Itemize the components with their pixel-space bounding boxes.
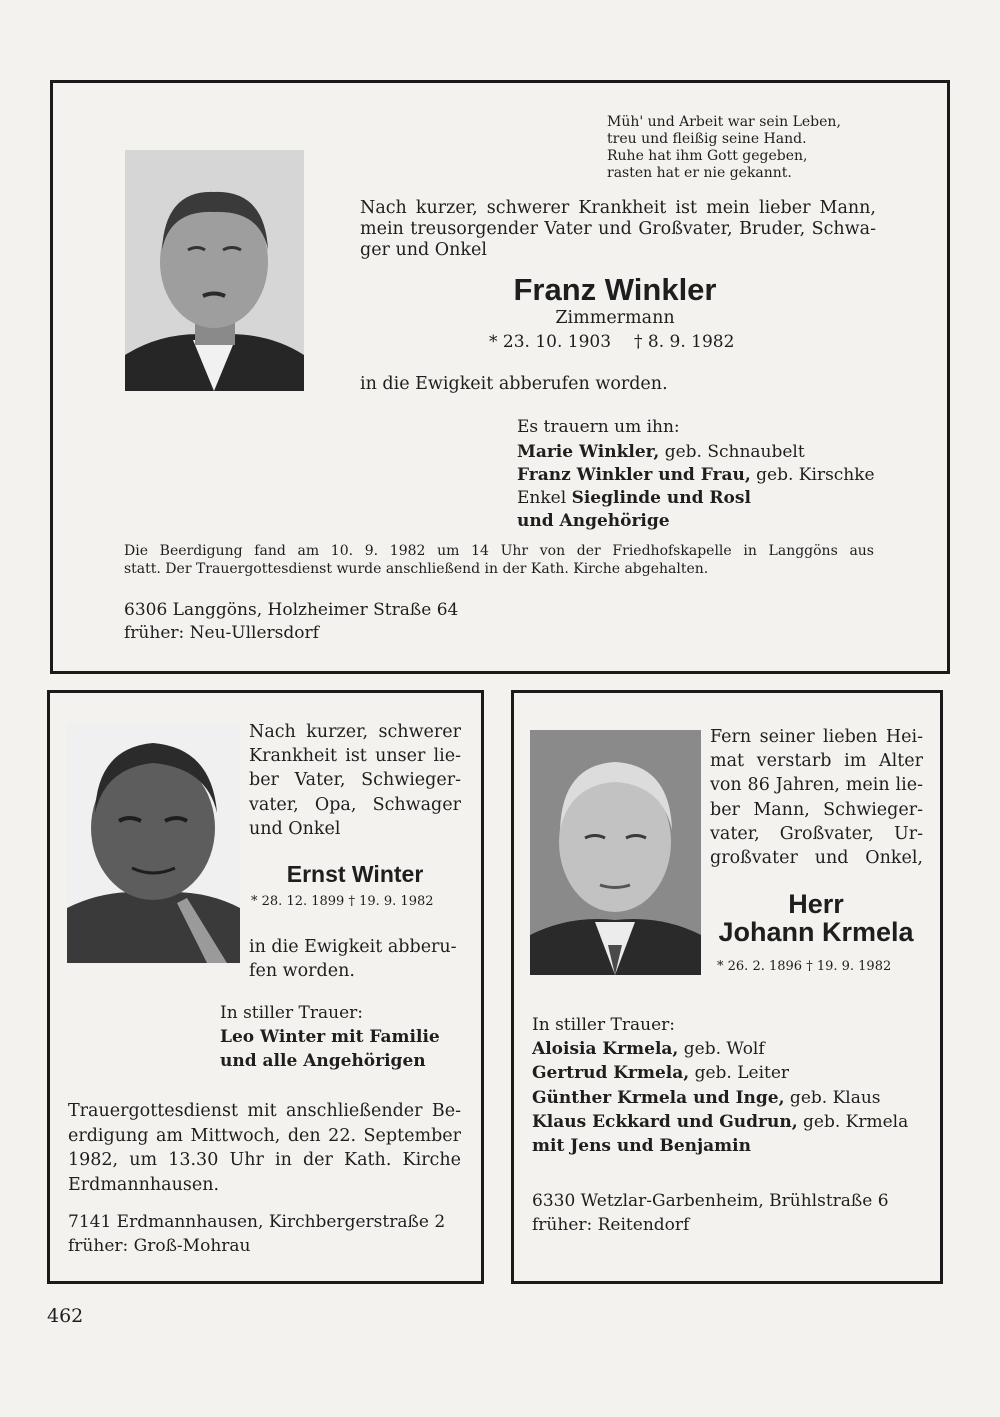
list-item: Marie Winkler, geb. Schnaubelt (517, 442, 805, 462)
deceased-name: Franz Winkler (513, 272, 717, 307)
deceased-name: Johann Krmela (718, 917, 914, 947)
address: 6306 Langgöns, Holzheimer Straße 64 früher: Neu-Ullersdorf (124, 600, 459, 643)
list-item: Günther Krmela und Inge, geb. Klaus (532, 1087, 881, 1108)
portrait-photo-johann-krmela (530, 730, 701, 975)
list-item: Aloisia Krmela, geb. Wolf (532, 1039, 765, 1060)
intro-text: Nach kurzer, schwerer Krankheit ist unser lie- ber Vater, Schwieger- vater, Opa, Schwager und Onkel (249, 722, 461, 839)
list-item: und Angehörige (517, 511, 670, 531)
mourners-block (220, 1001, 440, 1073)
death-date: † 8. 9. 1982 (634, 332, 735, 352)
address: 7141 Erdmannhausen, Kirchbergerstraße 2 früher: Groß-Mohrau (68, 1212, 446, 1256)
outro-text: in die Ewigkeit abberu- fen worden. (249, 937, 457, 981)
outro-text: in die Ewigkeit abberufen worden. (360, 374, 668, 394)
life-dates: * 26. 2. 1896 † 19. 9. 1982 (717, 959, 892, 974)
list-item: Klaus Eckkard und Gudrun, geb. Krmela (532, 1111, 909, 1132)
life-dates: * 28. 12. 1899 † 19. 9. 1982 (251, 894, 434, 909)
address: 6330 Wetzlar-Garbenheim, Brühlstraße 6 früher: Reitendorf (532, 1191, 889, 1235)
mourners-heading: In stiller Trauer: (220, 1003, 363, 1023)
intro-text: Fern seiner lieben Hei- mat verstarb im Alter von 86 Jahren, mein lie- ber Mann, Schwieger- vater, Großvater, Ur- großvater und Onkel, (710, 727, 923, 869)
portrait-johann-krmela-icon (530, 730, 701, 975)
page-number: 462 (47, 1305, 84, 1327)
list-item: Franz Winkler und Frau, geb. Kirschke (517, 465, 875, 485)
list-item: und alle Angehörigen (220, 1051, 426, 1071)
honorific: Herr (788, 889, 844, 919)
intro-text: Nach kurzer, schwerer Krankheit ist mein lieber Mann, mein treusorgender Vater und Großvater, Bruder, Schwa- ger und Onkel (360, 198, 876, 260)
deceased-name: Ernst Winter (286, 861, 424, 887)
mourners-heading: Es trauern um ihn: (517, 417, 680, 437)
poem: Müh' und Arbeit war sein Leben, treu und fleißig seine Hand. Ruhe hat ihm Gott gegeben, rasten hat er nie gekannt. (607, 114, 841, 181)
mourners-block (517, 416, 875, 533)
funeral-info: Die Beerdigung fand am 10. 9. 1982 um 14 Uhr von der Friedhofskapelle in Langgöns aus statt. Der Trauergottesdienst wurde anschließend in der Kath. Kirche abgehalten. (124, 543, 874, 577)
birth-date: * 23. 10. 1903 (489, 332, 612, 352)
service-info: Trauergottesdienst mit anschließender Be- erdigung am Mittwoch, den 22. September 1982, um 13.30 Uhr in der Kath. Kirche Erdmannhausen. (68, 1101, 461, 1195)
list-item: mit Jens und Benjamin (532, 1136, 751, 1157)
list-item: Leo Winter mit Familie (220, 1027, 440, 1047)
portrait-photo-ernst-winter (67, 723, 240, 963)
portrait-franz-winkler-icon (125, 150, 304, 391)
profession: Zimmermann (555, 308, 675, 328)
portrait-photo-franz-winkler (125, 150, 304, 391)
mourners-heading: In stiller Trauer: (532, 1015, 675, 1035)
list-item: Enkel Sieglinde und Rosl (517, 488, 751, 508)
list-item: Gertrud Krmela, geb. Leiter (532, 1063, 790, 1084)
portrait-ernst-winter-icon (67, 723, 240, 963)
mourners-block (532, 1013, 908, 1158)
